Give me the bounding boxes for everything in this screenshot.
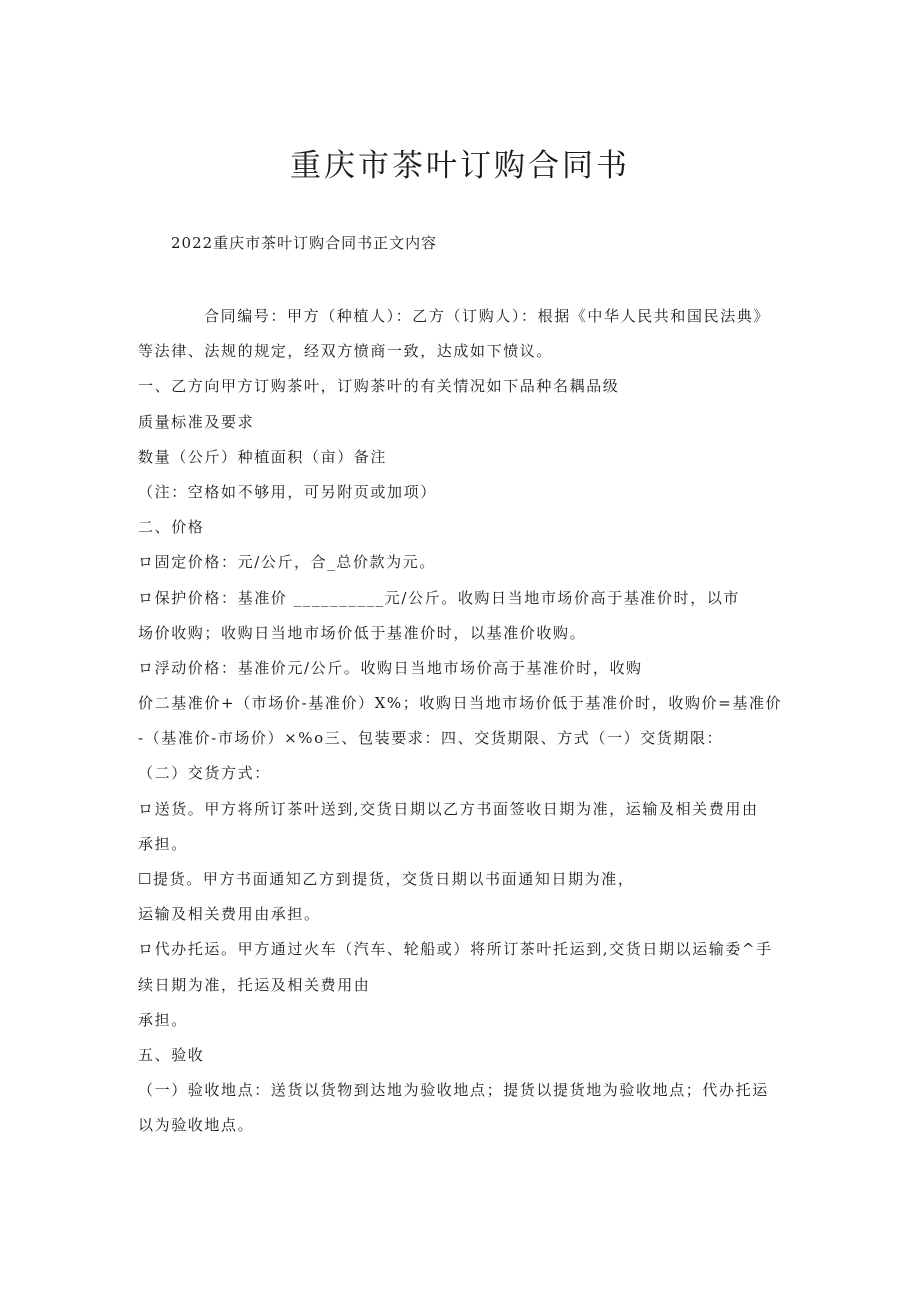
paragraph-line: 合同编号：甲方（种植人）：乙方（订购人）：根据《中华人民共和国民法典》 — [204, 307, 771, 325]
document-subtitle: 2022重庆市茶叶订购合同书正文内容 — [171, 234, 438, 252]
paragraph-line: 承担。 — [138, 834, 188, 853]
paragraph-line: ☐提货。甲方书面通知乙方到提货，交货日期以书面通知日期为准， — [138, 870, 635, 888]
paragraph-line: 一、乙方向甲方订购茶叶，订购茶叶的有关情况如下品种名耦品级 — [138, 377, 620, 396]
paragraph-line: 场价收购；收购日当地市场价低于基准价时，以基准价收购。 — [138, 623, 587, 642]
paragraph-line: 质量标准及要求 — [138, 412, 255, 431]
paragraph-line: -（基准价-市场价）×%o三、包装要求：四、交货期限、方式（一）交货期限： — [138, 729, 724, 748]
paragraph-line: ロ固定价格：元/公斤，合_总价款为元。 — [138, 553, 436, 572]
paragraph-line: ロ浮动价格：基准价元/公斤。收购日当地市场价高于基准价时，收购 — [138, 658, 643, 677]
document-body — [138, 299, 788, 1144]
paragraph-line: ロ代办托运。甲方通过火车（汽车、轮船或）将所订茶叶托运到,交货日期以运输委^手 — [138, 940, 773, 959]
paragraph-line: 以为验收地点。 — [138, 1116, 255, 1135]
paragraph-line: ロ保护价格：基准价 __________元/公斤。收购日当地市场价高于基准价时，以市 — [138, 588, 741, 607]
document-title: 重庆市茶叶订购合同书 — [290, 148, 630, 184]
paragraph-line: （注：空格如不够用，可另附页或加项） — [138, 482, 437, 501]
paragraph-line: 五、验收 — [138, 1045, 205, 1064]
paragraph-line: 运输及相关费用由承担。 — [138, 905, 321, 924]
paragraph-line: （二）交货方式： — [138, 764, 271, 783]
paragraph-line: 价二基准价+（市场价-基准价）X%；收购日当地市场价低于基准价时，收购价=基准价 — [138, 694, 783, 713]
paragraph-line: 续日期为准，托运及相关费用由 — [138, 975, 371, 994]
paragraph-line: ロ送货。甲方将所订茶叶送到,交货日期以乙方书面签收日期为准，运输及相关费用由 — [138, 799, 759, 818]
paragraph-line: 二、价格 — [138, 518, 205, 537]
paragraph-line: （一）验收地点：送货以货物到达地为验收地点；提货以提货地为验收地点；代办托运 — [138, 1081, 769, 1100]
paragraph-line: 承担。 — [138, 1010, 188, 1029]
paragraph-line: 数量（公斤）种植面积（亩）备注 — [138, 447, 388, 466]
paragraph-line: 等法律、法规的规定，经双方愤商一致，达成如下愤议。 — [138, 342, 554, 361]
